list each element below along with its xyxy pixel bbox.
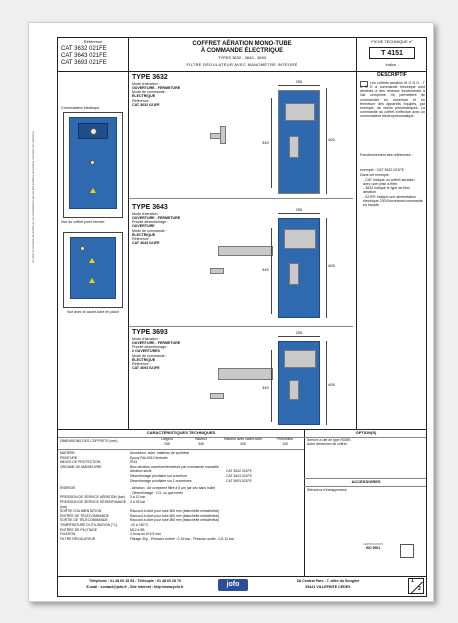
- cabinet-closed: [69, 117, 117, 209]
- spec-value: Aluminium, acier, matériau de synthèse: [130, 451, 190, 455]
- accessoires-text: Silencieux d'échappement.: [307, 488, 348, 492]
- type-line: Mode d'aération :: [132, 337, 160, 342]
- type-line: ÉLECTRIQUE: [132, 94, 156, 99]
- side-disclaimer: En raison de l'évolution des techniques, les caractéristiques peuvent être modifiées sans préavis. Document non contractuel.: [32, 130, 35, 263]
- reference-list: [61, 46, 127, 67]
- page-number: 1: [411, 578, 414, 584]
- type-line: CAT 3643 021FE: [132, 240, 160, 245]
- spec-label: ORGANE DE MANŒUVRE: [60, 464, 102, 469]
- iso-text: ISO 9001: [365, 545, 381, 550]
- dim-value: 105: [282, 442, 288, 446]
- spec-value: Raccord à olive pour tube Ø/6 mm (étanchéité métal/métal): [130, 509, 219, 514]
- type-line: Référence :: [132, 98, 151, 103]
- type-line: OUVERTURE - FERMETURE: [132, 216, 181, 221]
- type-name: TYPE 3643: [132, 204, 168, 211]
- spec-label: PEINTURE: [60, 455, 78, 460]
- spec-value: - Désenfumage : CO₂ ou gaz inerte: [130, 490, 183, 495]
- spec-label: SORTIE D'ALIMENTATION: [60, 509, 102, 514]
- organe-label: Désenfumage prioritaire sur ouverture: [130, 473, 188, 478]
- spec-value: -20 à +50°C: [130, 522, 149, 527]
- cabinet-interior-diagram: [278, 218, 320, 318]
- type-block: [132, 329, 212, 370]
- valve-block-diagram: [284, 229, 316, 249]
- lock-icon: [90, 160, 95, 165]
- spec-label: PRESSION DE SERVICE DÉSENFUMAGE (bar): [60, 499, 127, 509]
- iso-cert-logo: [358, 544, 388, 558]
- warning-icon: [90, 188, 96, 193]
- spec-label: FIXATION: [60, 532, 76, 537]
- reference-item: CAT 3632 021FE: [61, 46, 107, 52]
- cabinet-interior-diagram: [278, 90, 320, 194]
- page-indicator: [408, 578, 424, 594]
- cab2-caption-bottom: Vue avec le cache-tube en place: [66, 310, 119, 314]
- dim-header: Hauteur: [194, 437, 208, 441]
- fiche-label: FICHE TECHNIQUE n°: [371, 39, 413, 44]
- dimension-height-cover: 405: [328, 263, 335, 268]
- type-line: Mode d'aération :: [132, 82, 160, 87]
- spec-label: PRESSION DE SERVICE AÉRATION (bar): [60, 495, 125, 500]
- dim-header: Largeur: [161, 437, 173, 441]
- footer-address1: ZA Central Parc - 7, allée du Songlier: [296, 579, 360, 583]
- valve-manifold-diagram: [218, 368, 273, 380]
- reference-item: CAT 3693 021FE: [61, 59, 107, 66]
- doc-title-line2: À COMMANDE ÉLECTRIQUE: [200, 48, 284, 54]
- organe-label: Désenfumage prioritaire sur 2 ouvertures: [130, 478, 192, 483]
- dimension-height-cover: 405: [328, 382, 335, 387]
- dimension-width: 255: [295, 79, 303, 84]
- spec-label: ÉNERGIE: [60, 486, 76, 491]
- indice-label: Indice -: [385, 62, 399, 67]
- dim-value: 255: [164, 442, 170, 446]
- cabinet-closed-photo: [63, 112, 123, 218]
- type-line: Mode de commande :: [132, 90, 167, 95]
- spec-value: M12 à 5B: [130, 527, 145, 532]
- organe-ref: CAT 3632 021FE: [226, 469, 252, 474]
- company-logo: jofo: [218, 579, 248, 591]
- warning-icon: [89, 278, 95, 283]
- type-line: OUVERTURE: [132, 224, 155, 229]
- example-label: exemple : CAT 3632 021FE: [360, 168, 405, 172]
- spec-value: 3 à 25 bar: [130, 499, 146, 504]
- type-line: CAT 3632 021FE: [132, 102, 160, 107]
- regulator-diagram: [289, 263, 299, 285]
- cab1-caption-top: Commutateur électrique: [61, 106, 100, 110]
- regulator-diagram: [289, 136, 299, 158]
- accessoires-title: ACCESSOIRES: [351, 479, 381, 484]
- type-line: Mode de commande :: [132, 228, 167, 233]
- type-line: Mode d'aération :: [132, 212, 160, 217]
- reference-item: CAT 3643 021FE: [61, 52, 107, 59]
- specs-title: CARACTÉRISTIQUES TECHNIQUES: [146, 430, 216, 435]
- spec-value: Raccord à olive pour tube Ø/6 mm (étanchéité métal/métal): [130, 518, 219, 523]
- type-line: CAT 3693 021FE: [132, 365, 160, 370]
- type-line: OUVERTURE - FERMETURE: [132, 86, 181, 91]
- certification-badge-icon: [400, 544, 414, 558]
- page-total: 2: [418, 586, 421, 592]
- reference-label: Référence: [83, 39, 103, 44]
- doc-subtitle: FILTRE RÉGULATEUR AVEC MANOMÈTRE INTÉGRÉ: [186, 62, 298, 67]
- cabinet-cover-photo: [63, 232, 123, 308]
- spec-value: IP43: [130, 460, 137, 465]
- dimension-height: 345: [262, 140, 269, 145]
- example-bullet: - 3632 indique le type de bloc aération: [363, 186, 410, 195]
- valve-block-diagram: [284, 350, 316, 368]
- cab1-caption-bottom: Vue du coffret porte fermée: [61, 220, 105, 224]
- doc-types-line: TYPES 3632 - 3643 - 3693: [217, 55, 267, 60]
- regulator-diagram: [289, 380, 299, 400]
- dim-value: 345: [198, 442, 204, 446]
- spec-value: 4 trous de Ø 6,5 mm: [130, 532, 161, 537]
- example-intro: Dans cet exemple,: [360, 173, 390, 177]
- type-line: Référence :: [132, 236, 151, 241]
- organe-row: [60, 479, 304, 484]
- warning-icon: [89, 258, 95, 263]
- fiche-number: T 4151: [381, 50, 403, 57]
- valve-manifold-diagram: [218, 246, 273, 256]
- type-line: ÉLECTRIQUE: [132, 232, 156, 237]
- type-line: Mode de commande :: [132, 353, 167, 358]
- footer-email: E-mail : contact@jofo.fr - Site internet : http://www.jofo.fr: [86, 585, 184, 589]
- type-line: Priorité désenfumage :: [132, 345, 169, 350]
- spec-label: ENTRÉE DE PILOTAGE: [60, 527, 98, 532]
- valve-block-diagram: [285, 103, 315, 121]
- spec-value: 3 à 12 bar: [130, 495, 146, 500]
- type-line: Priorité désenfumage :: [132, 220, 169, 225]
- dimension-height: 345: [262, 267, 269, 272]
- spec-value: Epoxy RAL5012 texturée: [130, 455, 168, 460]
- spec-value: Bloc aération ouverture/fermeture par commande manuelle: [130, 464, 219, 469]
- specs-rows: [60, 451, 304, 541]
- dimension-width: 255: [295, 330, 303, 335]
- cabinet-interior-diagram: [278, 341, 320, 425]
- type-line: ÉLECTRIQUE: [132, 357, 156, 362]
- type-line: OUVERTURE - FERMETURE: [132, 341, 181, 346]
- refs-title: Fonctionnement des références :: [360, 153, 413, 157]
- dimension-width: 255: [295, 207, 303, 212]
- footer-address2: 93421 VILLEPINTE CEDEX: [305, 585, 351, 589]
- fiche-number-box: [369, 47, 415, 59]
- type-name: TYPE 3693: [132, 329, 168, 336]
- options-list: [307, 439, 425, 447]
- spec-row: [60, 537, 304, 542]
- dimension-height-cover: 405: [328, 137, 335, 142]
- solenoid-valve-diagram: [210, 268, 224, 274]
- spec-value: Raccord à olive pour tube Ø/6 mm (étanchéité métal/métal): [130, 513, 219, 518]
- dim-row-label: DIMENSIONS DES COFFRETS (mm): [60, 439, 118, 443]
- type-line: Référence :: [132, 361, 151, 366]
- selector-knob-icon: [80, 246, 85, 251]
- type-line: 2 OUVERTURES: [132, 349, 160, 354]
- footer-phone: Téléphone : 01 48 60 15 53 - Télécopie : 01 48 60 28 70: [88, 579, 182, 583]
- cert-text: CERTIFICATION: [363, 543, 383, 546]
- type-block: [132, 204, 212, 245]
- dim-header: Hauteur avec cache-tube: [224, 437, 262, 441]
- option-item: Serrure à clef de type ROMS: [307, 438, 351, 442]
- organe-label: Aération seule: [130, 469, 152, 474]
- switch-housing: [78, 123, 108, 139]
- dim-value: 405: [240, 442, 246, 446]
- descriptif-text: Les coffrets aération M O N O - T U B E à commande électrique sont destinés à des réseaux fonctionnant à l'air comprimé. Ils permettent de commander en ouverture et en fermeture des appareils équipés, par exemple, de vérins pneumatiques. La commande du coffret s'effectue avec un commutateur électropneumatique.: [360, 81, 425, 118]
- document-page: [28, 22, 434, 602]
- spec-label: SORTIE DE TÉLÉCOMMANDE: [60, 518, 108, 523]
- cabinet-with-cover: [70, 237, 116, 299]
- doc-title-line1: COFFRET AÉRATION MONO-TUBE: [192, 41, 292, 47]
- organe-ref: CAT 3643 021FE: [226, 473, 252, 478]
- option-item: Autre dimension de coffret.: [307, 441, 348, 446]
- pilot-valve-diagram: [220, 126, 226, 144]
- example-bullet: - CAT indique un coffret aération avec une prise à filtre,: [363, 178, 415, 187]
- spec-label: INDICE DE PROTECTION: [60, 460, 101, 465]
- spec-label: TEMPÉRATURE D'UTILISATION (°C): [60, 522, 118, 527]
- spec-label: FILTRE RÉGULATEUR: [60, 536, 96, 541]
- dim-header: Profondeur: [276, 437, 294, 441]
- document-frame: [57, 37, 427, 597]
- type-block: [132, 74, 212, 107]
- spec-row: [60, 500, 304, 509]
- example-bullets: [363, 178, 423, 207]
- type-name: TYPE 3632: [132, 74, 168, 81]
- organe-ref: CAT 3693 021FE: [226, 478, 252, 483]
- options-title: OPTION(S): [355, 430, 377, 435]
- selector-knob-icon: [90, 128, 97, 135]
- dimension-height: 345: [262, 385, 269, 390]
- spec-value: - Aération : Air comprimé filtré à 5 µm (air sec sans huile): [130, 486, 216, 491]
- spec-label: MATIÈRE: [60, 451, 75, 455]
- solenoid-valve-diagram: [210, 393, 224, 399]
- spec-label: ENTRÉE DE TÉLÉCOMMANDE: [60, 513, 109, 518]
- spec-value: Filtrage 30µ - Pression entrée : 0-16 bar - Pression sortie : 0,5-12 bar: [130, 536, 234, 541]
- example-bullet: - 021FE indique une alimentation électrique 230V/ouverture/commande en façade.: [363, 194, 423, 207]
- descriptif-title: DESCRIPTIF: [377, 72, 407, 78]
